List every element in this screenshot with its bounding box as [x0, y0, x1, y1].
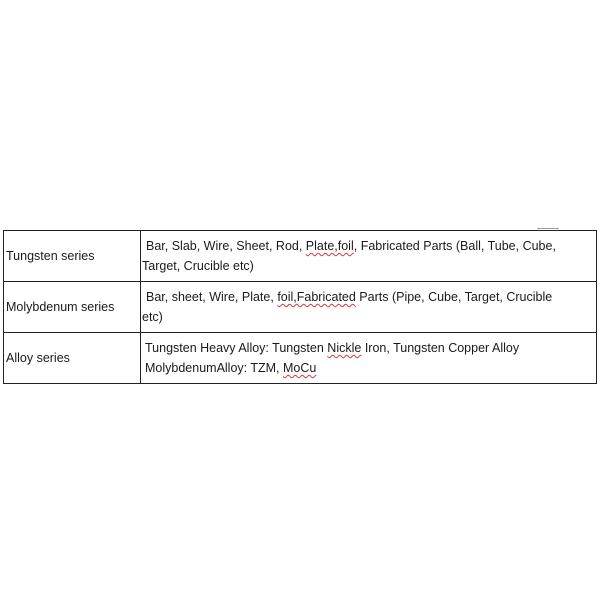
top-rule-mark: [537, 228, 559, 229]
product-series-table: [3, 230, 597, 384]
products-cell: [141, 333, 597, 384]
products-line: [142, 358, 596, 378]
products-line: [142, 287, 596, 307]
products-cell: [141, 231, 597, 282]
products-text: Bar, sheet, Wire, Plate,: [146, 290, 278, 304]
products-line: [142, 236, 596, 256]
products-text: etc): [142, 310, 163, 324]
products-text: Target, Crucible etc): [142, 259, 254, 273]
products-cell: [141, 282, 597, 333]
series-name-cell: Tungsten series: [4, 231, 141, 282]
spellcheck-flagged-text: Plate,foil: [305, 239, 354, 253]
table-row: [4, 231, 597, 282]
table-row: [4, 333, 597, 384]
products-line: [142, 256, 596, 276]
products-line: [142, 338, 596, 358]
products-text: MolybdenumAlloy: TZM,: [145, 361, 284, 375]
products-text: Bar, Slab, Wire, Sheet, Rod,: [146, 239, 306, 253]
products-text: Iron, Tungsten Copper Alloy: [361, 341, 520, 355]
spellcheck-flagged-text: Nickle: [327, 341, 362, 355]
products-text: , Fabricated Parts (Ball, Tube, Cube,: [353, 239, 556, 253]
series-name-cell: Alloy series: [4, 333, 141, 384]
products-text: Parts (Pipe, Cube, Target, Crucible: [355, 290, 553, 304]
table-row: [4, 282, 597, 333]
products-line: [142, 307, 596, 327]
series-name-cell: Molybdenum series: [4, 282, 141, 333]
products-text: Tungsten Heavy Alloy: Tungsten: [145, 341, 328, 355]
spellcheck-flagged-text: foil,Fabricated: [277, 290, 356, 304]
spellcheck-flagged-text: MoCu: [283, 361, 317, 375]
